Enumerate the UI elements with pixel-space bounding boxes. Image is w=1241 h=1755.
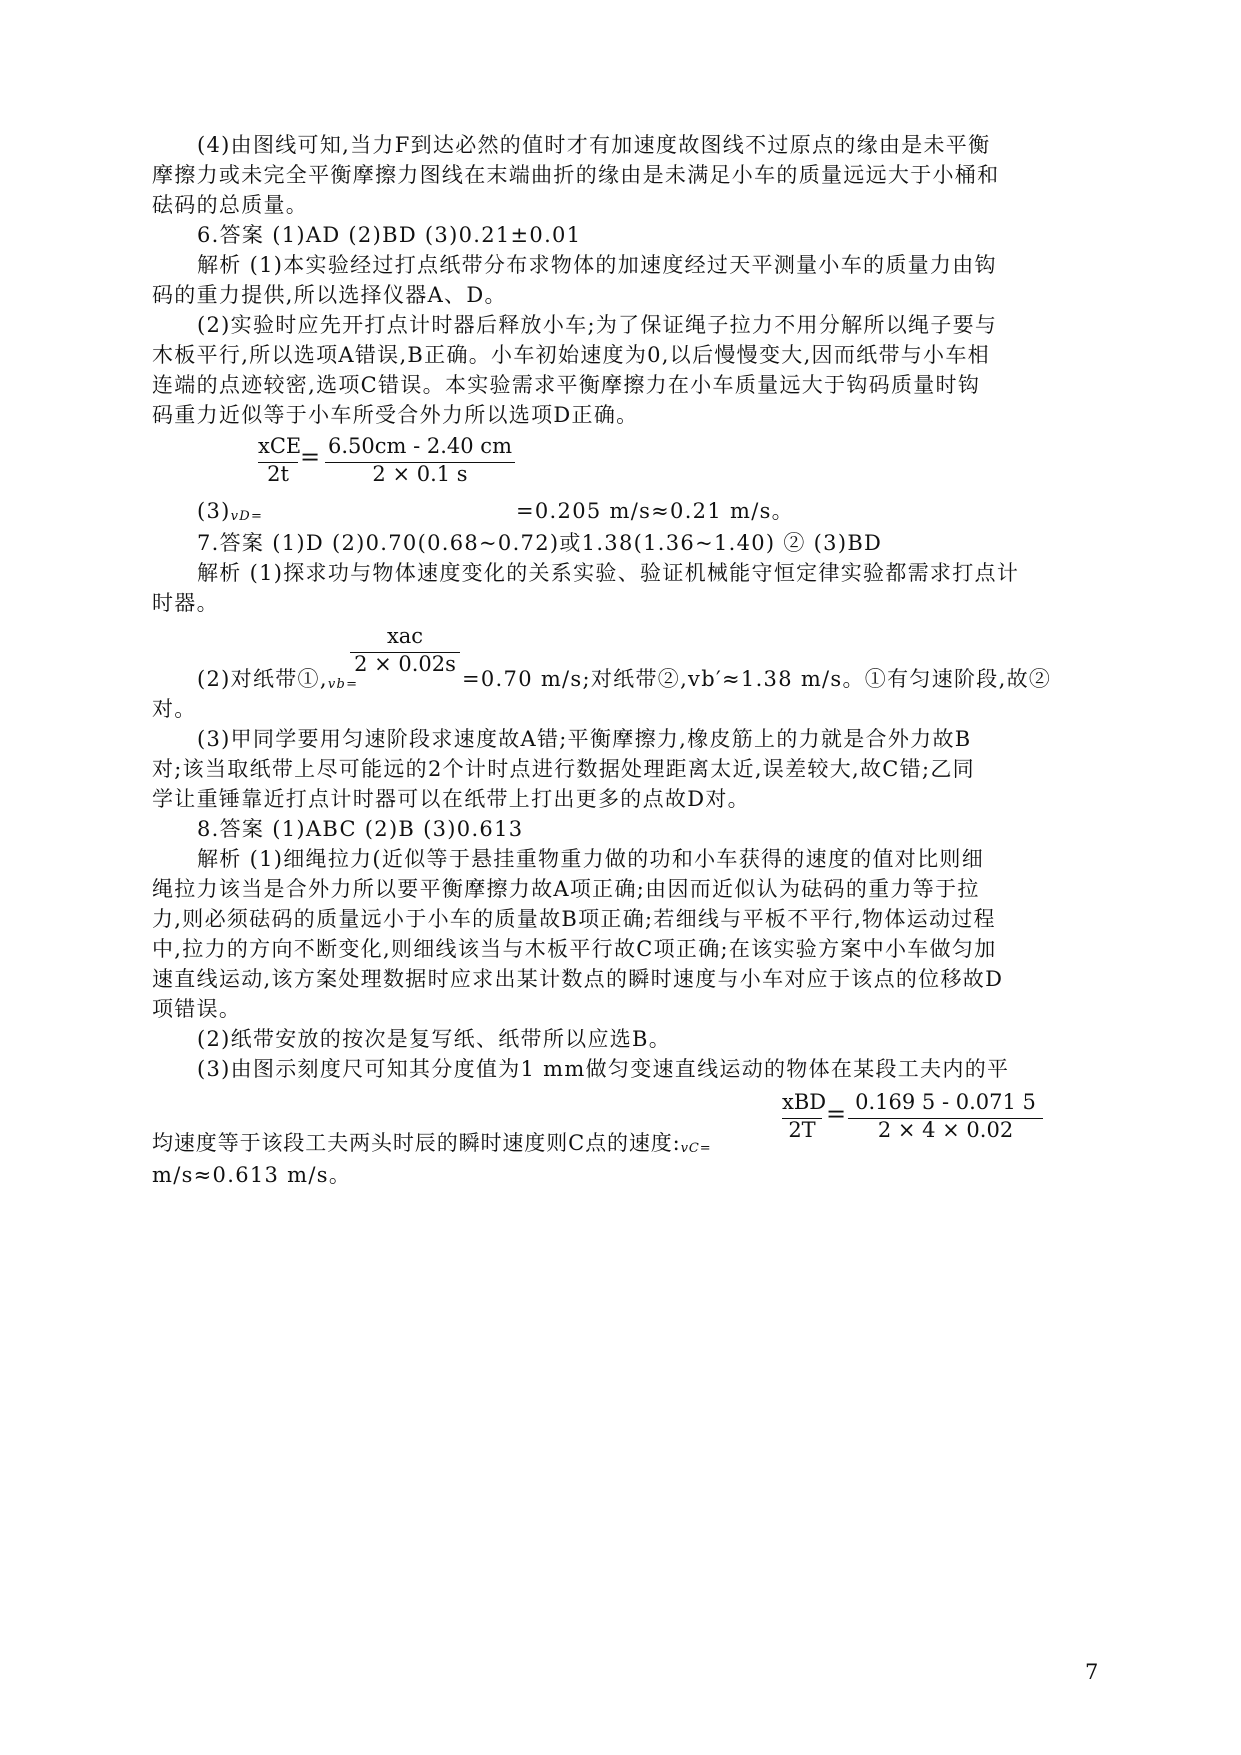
text-line: 项错误。 bbox=[152, 997, 242, 1021]
formula-denominator: 2 × 0.02s bbox=[354, 652, 456, 676]
formula-result: =0.70 m/s;对纸带②,vb′≈1.38 m/s。①有匀速阶段,故② bbox=[462, 667, 1052, 691]
equals-sign: = bbox=[300, 443, 321, 471]
text-line: 码重力近似等于小车所受合外力所以选项D正确。 bbox=[152, 403, 639, 427]
text-line: (3)由图示刻度尺可知其分度值为1 mm做匀变速直线运动的物体在某段工夫内的平 bbox=[197, 1057, 1010, 1081]
answer-heading-8: 8.答案 (1)ABC (2)B (3)0.613 bbox=[197, 817, 524, 841]
formula-line bbox=[197, 496, 263, 532]
text-line: 连端的点迹较密,选项C错误。本实验需求平衡摩擦力在小车质量远大于钩码质量时钩 bbox=[152, 373, 981, 397]
fraction-xce-over-2t bbox=[258, 432, 302, 488]
fraction-bar bbox=[782, 1118, 822, 1119]
text-line: (3)甲同学要用匀速阶段求速度故A错;平衡摩擦力,橡皮筋上的力就是合外力故B bbox=[197, 727, 972, 751]
text-line: 学让重锤靠近打点计时器可以在纸带上打出更多的点故D对。 bbox=[152, 787, 750, 811]
text-line: (4)由图线可知,当力F到达必然的值时才有加速度故图线不过原点的缘由是未平衡 bbox=[197, 133, 991, 157]
text-line: (2)纸带安放的按次是复写纸、纸带所以应选B。 bbox=[197, 1027, 672, 1051]
formula-numerator: xCE bbox=[258, 434, 302, 458]
text-line: 对。 bbox=[152, 697, 197, 721]
variable-vd: vD= bbox=[230, 509, 264, 524]
text-line: 中,拉力的方向不断变化,则细线该当与木板平行故C项正确;在该实验方案中小车做匀加 bbox=[152, 937, 997, 961]
formula-prefix: (2)对纸带①, bbox=[197, 667, 328, 691]
text-line: 码的重力提供,所以选择仪器A、D。 bbox=[152, 283, 507, 307]
fraction-values bbox=[848, 1088, 1043, 1144]
text-line: 摩擦力或未完全平衡摩擦力图线在末端曲折的缘由是未满足小车的质量远远大于小桶和 bbox=[152, 163, 1000, 187]
text-line: 力,则必须砝码的质量远小于小车的质量故B项正确;若细线与平板不平行,物体运动过程 bbox=[152, 907, 996, 931]
text-line: 木板平行,所以选项A错误,B正确。小车初始速度为0,以后慢慢变大,因而纸带与小车相 bbox=[152, 343, 990, 367]
answer-heading-7: 7.答案 (1)D (2)0.70(0.68~0.72)或1.38(1.36~1.40) ② (3)BD bbox=[197, 531, 883, 555]
formula-denominator: 2T bbox=[788, 1118, 816, 1142]
variable-vb: vb= bbox=[327, 677, 359, 692]
fraction-xbd-over-2t bbox=[782, 1088, 827, 1144]
formula-prefix: 均速度等于该段工夫两头时辰的瞬时速度则C点的速度: bbox=[152, 1131, 681, 1155]
text-line: 解析 (1)探求功与物体速度变化的关系实验、验证机械能守恒定律实验都需求打点计 bbox=[197, 561, 1020, 585]
formula-denominator: 2 × 0.1 s bbox=[372, 462, 468, 486]
formula-result: =0.205 m/s≈0.21 m/s。 bbox=[516, 499, 794, 523]
formula-line bbox=[152, 1128, 712, 1164]
formula-prefix: (3) bbox=[197, 499, 231, 523]
formula-numerator: 6.50cm - 2.40 cm bbox=[328, 434, 512, 458]
formula-denominator: 2t bbox=[267, 462, 289, 486]
text-line: 时器。 bbox=[152, 591, 219, 615]
fraction-bar bbox=[350, 652, 460, 653]
answer-heading-6: 6.答案 (1)AD (2)BD (3)0.21±0.01 bbox=[197, 223, 582, 247]
text-line: (2)实验时应先开打点计时器后释放小车;为了保证绳子拉力不用分解所以绳子要与 bbox=[197, 313, 998, 337]
formula-denominator: 2 × 4 × 0.02 bbox=[877, 1118, 1014, 1142]
text-line: m/s≈0.613 m/s。 bbox=[152, 1163, 352, 1187]
formula-numerator: xac bbox=[386, 624, 424, 648]
text-line: 解析 (1)本实验经过打点纸带分布求物体的加速度经过天平测量小车的质量力由钩 bbox=[197, 253, 997, 277]
fraction-bar bbox=[325, 462, 515, 463]
variable-vc: vC= bbox=[680, 1141, 712, 1156]
fraction-xac bbox=[350, 622, 460, 678]
formula-numerator: xBD bbox=[782, 1090, 827, 1114]
formula-numerator: 0.169 5 - 0.071 5 bbox=[855, 1090, 1036, 1114]
formula-line bbox=[197, 664, 358, 700]
text-line: 砝码的总质量。 bbox=[152, 193, 309, 217]
fraction-bar bbox=[848, 1118, 1043, 1119]
text-line: 绳拉力该当是合外力所以要平衡摩擦力故A项正确;由因而近似认为砝码的重力等于拉 bbox=[152, 877, 980, 901]
text-line: 对;该当取纸带上尽可能远的2个计时点进行数据处理距离太近,误差较大,故C错;乙同 bbox=[152, 757, 975, 781]
fraction-values bbox=[325, 432, 515, 488]
text-line: 解析 (1)细绳拉力(近似等于悬挂重物重力做的功和小车获得的速度的值对比则细 bbox=[197, 847, 985, 871]
page-number: 7 bbox=[1085, 1660, 1099, 1684]
fraction-bar bbox=[258, 462, 298, 463]
equals-sign: = bbox=[826, 1100, 847, 1128]
text-line: 速直线运动,该方案处理数据时应求出某计数点的瞬时速度与小车对应于该点的位移故D bbox=[152, 967, 1004, 991]
